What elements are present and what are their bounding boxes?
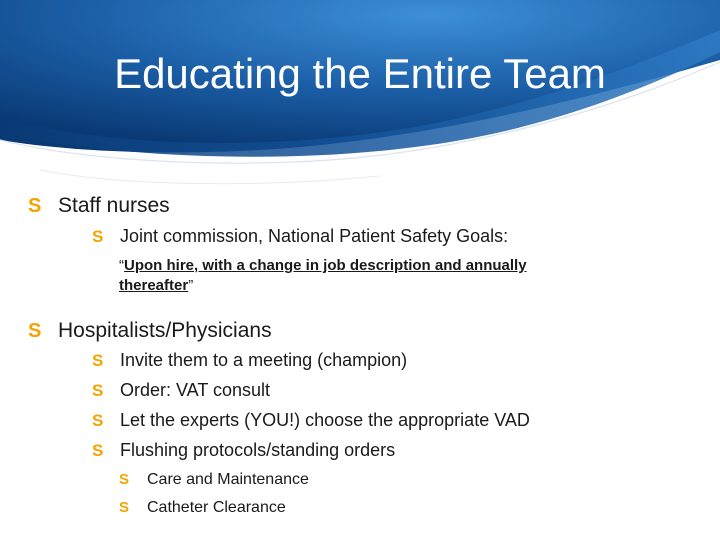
bullet-staff-nurses bbox=[28, 194, 170, 218]
bullet-text: Let the experts (YOU!) choose the appropriate VAD bbox=[120, 410, 530, 430]
bullet-icon: S bbox=[92, 411, 104, 430]
quote-underlined-line-1: Upon hire, with a change in job description and annually bbox=[124, 257, 527, 274]
sub-bullet-flushing bbox=[92, 440, 395, 461]
slide-title: Educating the Entire Team bbox=[114, 50, 606, 97]
bullet-icon: S bbox=[92, 441, 104, 460]
sub-sub-bullet-clearance bbox=[119, 499, 286, 517]
sub-bullet-experts bbox=[92, 410, 530, 431]
bullet-text: Flushing protocols/standing orders bbox=[120, 440, 396, 460]
bullet-text: Care and Maintenance bbox=[147, 471, 309, 488]
bullet-icon: S bbox=[28, 195, 42, 217]
bullet-icon: S bbox=[92, 227, 104, 246]
bullet-icon: S bbox=[92, 351, 104, 370]
bullet-text: Catheter Clearance bbox=[147, 499, 286, 516]
bullet-icon: S bbox=[119, 471, 130, 488]
bullet-icon: S bbox=[119, 499, 130, 516]
bullet-icon: S bbox=[92, 381, 104, 400]
quote-close: ” bbox=[188, 277, 194, 294]
quote-block bbox=[119, 256, 639, 296]
bullet-text: Hospitalists/Physicians bbox=[58, 319, 272, 342]
bullet-text: Staff nurses bbox=[58, 194, 170, 217]
sub-bullet-invite bbox=[92, 350, 407, 371]
bullet-icon: S bbox=[28, 320, 42, 342]
sub-bullet-joint-commission bbox=[92, 226, 508, 247]
quote-open: “ bbox=[119, 257, 124, 274]
sub-sub-bullet-care bbox=[119, 471, 309, 489]
bullet-text: Order: VAT consult bbox=[120, 380, 271, 400]
sub-bullet-order bbox=[92, 380, 270, 401]
bullet-text: Invite them to a meeting (champion) bbox=[120, 350, 408, 370]
bullet-hospitalists bbox=[28, 319, 272, 343]
quote-underlined-line-2: thereafter bbox=[119, 277, 189, 294]
bullet-text: Joint commission, National Patient Safety Goals: bbox=[120, 226, 509, 246]
